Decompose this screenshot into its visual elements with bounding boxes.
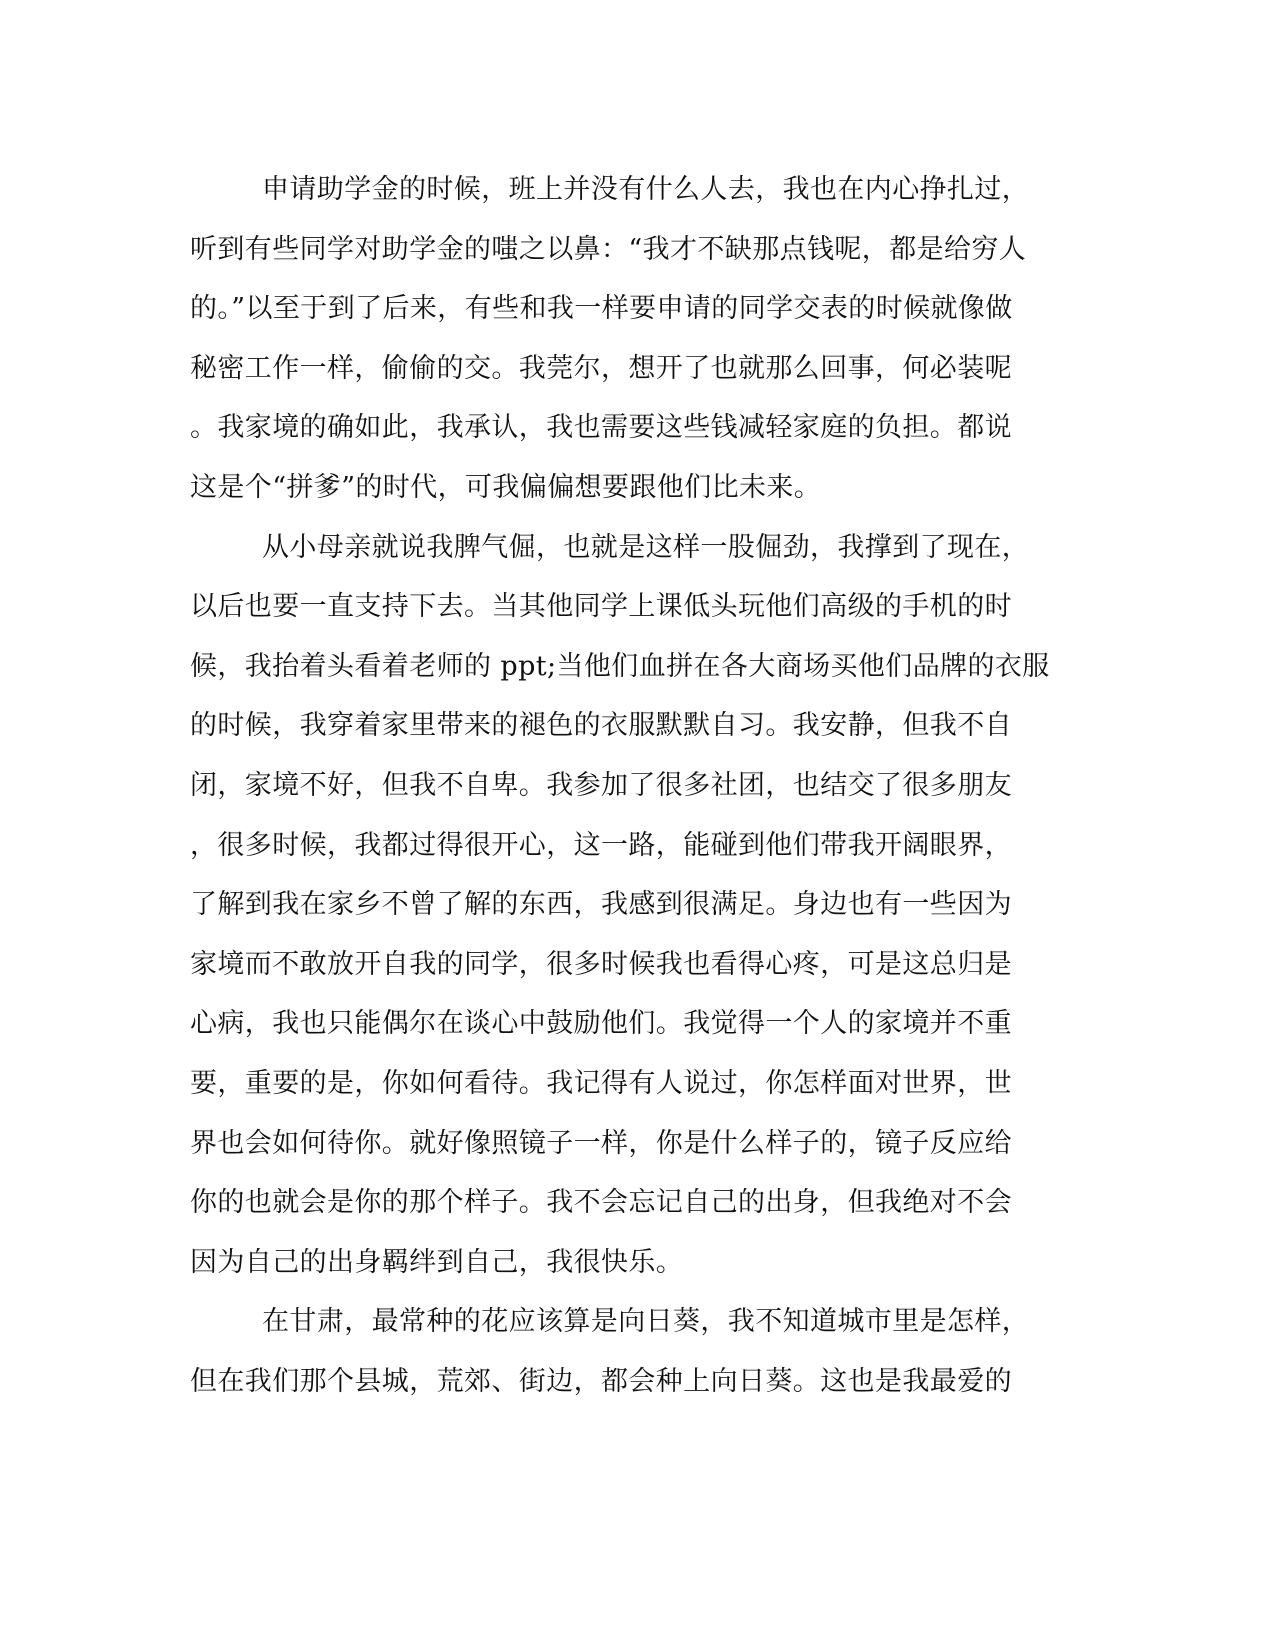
text-line: 的时候，我穿着家里带来的褪色的衣服默默自习。我安静，但我不自 — [190, 710, 1012, 742]
text-line: 家境而不敢放开自我的同学，很多时候我也看得心疼，可是这总归是 — [190, 948, 1012, 980]
text-line: 申请助学金的时候，班上并没有什么人去，我也在内心挣扎过， — [262, 174, 1030, 205]
text-line: 的。”以至于到了后来，有些和我一样要申请的同学交表的时候就像做 — [190, 293, 1013, 325]
text-line: 在甘肃，最常种的花应该算是向日葵，我不知道城市里是怎样， — [262, 1306, 1030, 1338]
text-line: 候，我抬着头看着老师的 ppt;当他们血拼在各大商场买他们品牌的衣服 — [190, 650, 1050, 682]
text-line: 要，重要的是，你如何看待。我记得有人说过，你怎样面对世界，世 — [190, 1067, 1012, 1099]
text-line: 秘密工作一样，偷偷的交。我莞尔，想开了也就那么回事，何必装呢 — [190, 352, 1012, 384]
text-line: 心病，我也只能偶尔在谈心中鼓励他们。我觉得一个人的家境并不重 — [190, 1008, 1012, 1040]
text-line: 但在我们那个县城，荒郊、街边，都会种上向日葵。这也是我最爱的 — [190, 1365, 1012, 1397]
text-line: 以后也要一直支持下去。当其他同学上课低头玩他们高级的手机的时 — [190, 591, 1012, 623]
text-line: 闭，家境不好，但我不自卑。我参加了很多社团，也结交了很多朋友 — [190, 769, 1012, 801]
paragraph-2 — [190, 518, 1090, 1293]
text-line: 界也会如何待你。就好像照镜子一样，你是什么样子的，镜子反应给 — [190, 1127, 1012, 1159]
text-line: 了解到我在家乡不曾了解的东西，我感到很满足。身边也有一些因为 — [190, 889, 1012, 921]
text-line: ，很多时候，我都过得很开心，这一路，能碰到他们带我开阔眼界， — [190, 829, 1012, 861]
text-line: 。我家境的确如此，我承认，我也需要这些钱减轻家庭的负担。都说 — [190, 412, 1012, 444]
text-line: 因为自己的出身羁绊到自己，我很快乐。 — [190, 1246, 684, 1278]
body-text — [190, 160, 1090, 1411]
paragraph-1 — [190, 160, 1090, 518]
paragraph-3 — [190, 1292, 1090, 1411]
text-line: 从小母亲就说我脾气倔，也就是这样一股倔劲，我撑到了现在， — [262, 531, 1030, 563]
text-line: 你的也就会是你的那个样子。我不会忘记自己的出身，但我绝对不会 — [190, 1187, 1012, 1219]
text-line: 听到有些同学对助学金的嗤之以鼻：“我才不缺那点钱呢，都是给穷人 — [190, 233, 1027, 265]
text-line: 这是个“拼爹”的时代，可我偏偏想要跟他们比未来。 — [190, 471, 822, 503]
